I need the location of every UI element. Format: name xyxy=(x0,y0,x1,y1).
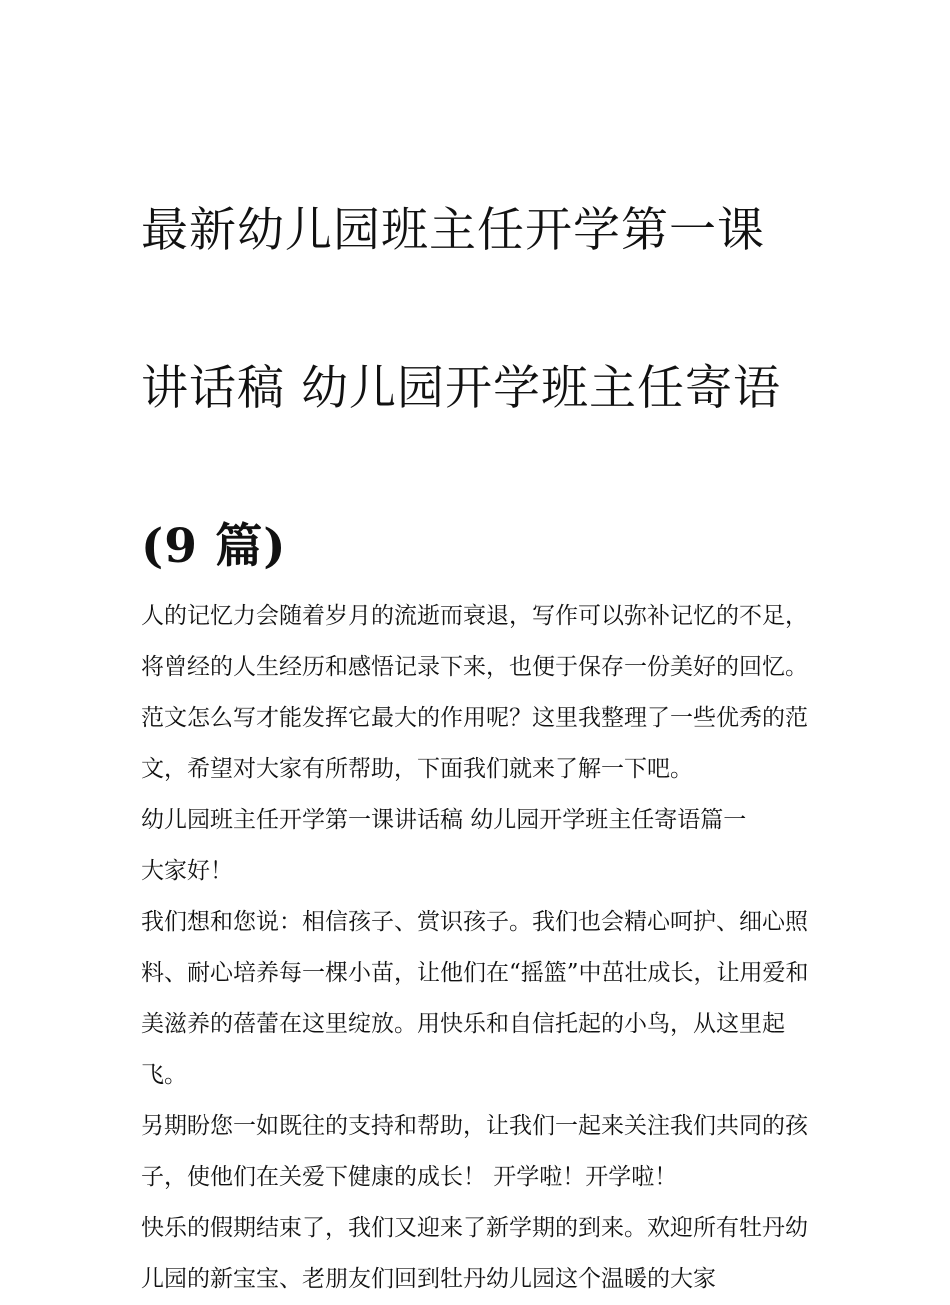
document-title xyxy=(141,112,813,586)
body-paragraph: 快乐的假期结束了，我们又迎来了新学期的到来。欢迎所有牡丹幼儿园的新宝宝、老朋友们回到牡丹幼儿园这个温暖的大家 xyxy=(141,1215,808,1292)
body-paragraph: 另期盼您一如既往的支持和帮助，让我们一起来关注我们共同的孩子，使他们在关爱下健康的成长！ 开学啦！开学啦！ xyxy=(141,1113,808,1190)
document-body xyxy=(141,591,813,1305)
title-line-3: (9 篇) xyxy=(141,519,287,574)
intro-paragraph: 人的记忆力会随着岁月的流逝而衰退，写作可以弥补记忆的不足，将曾经的人生经历和感悟记录下来，也便于保存一份美好的回忆。范文怎么写才能发挥它最大的作用呢？这里我整理了一些优秀的范文，希望对大家有所帮助，下面我们就来了解一下吧。 xyxy=(141,603,808,782)
title-line-2: 讲话稿 幼儿园开学班主任寄语 xyxy=(141,361,781,416)
greeting-paragraph: 大家好！ xyxy=(141,858,233,884)
section-heading: 幼儿园班主任开学第一课讲话稿 幼儿园开学班主任寄语篇一 xyxy=(141,807,747,833)
body-paragraph: 我们想和您说：相信孩子、赏识孩子。我们也会精心呵护、细心照料、耐心培养每一棵小苗，让他们在“摇篮”中茁壮成长，让用爱和美滋养的蓓蕾在这里绽放。用快乐和自信托起的小鸟，从这里起飞。 xyxy=(141,909,809,1088)
title-line-1: 最新幼儿园班主任开学第一课 xyxy=(141,203,765,258)
document-content xyxy=(141,112,813,1305)
